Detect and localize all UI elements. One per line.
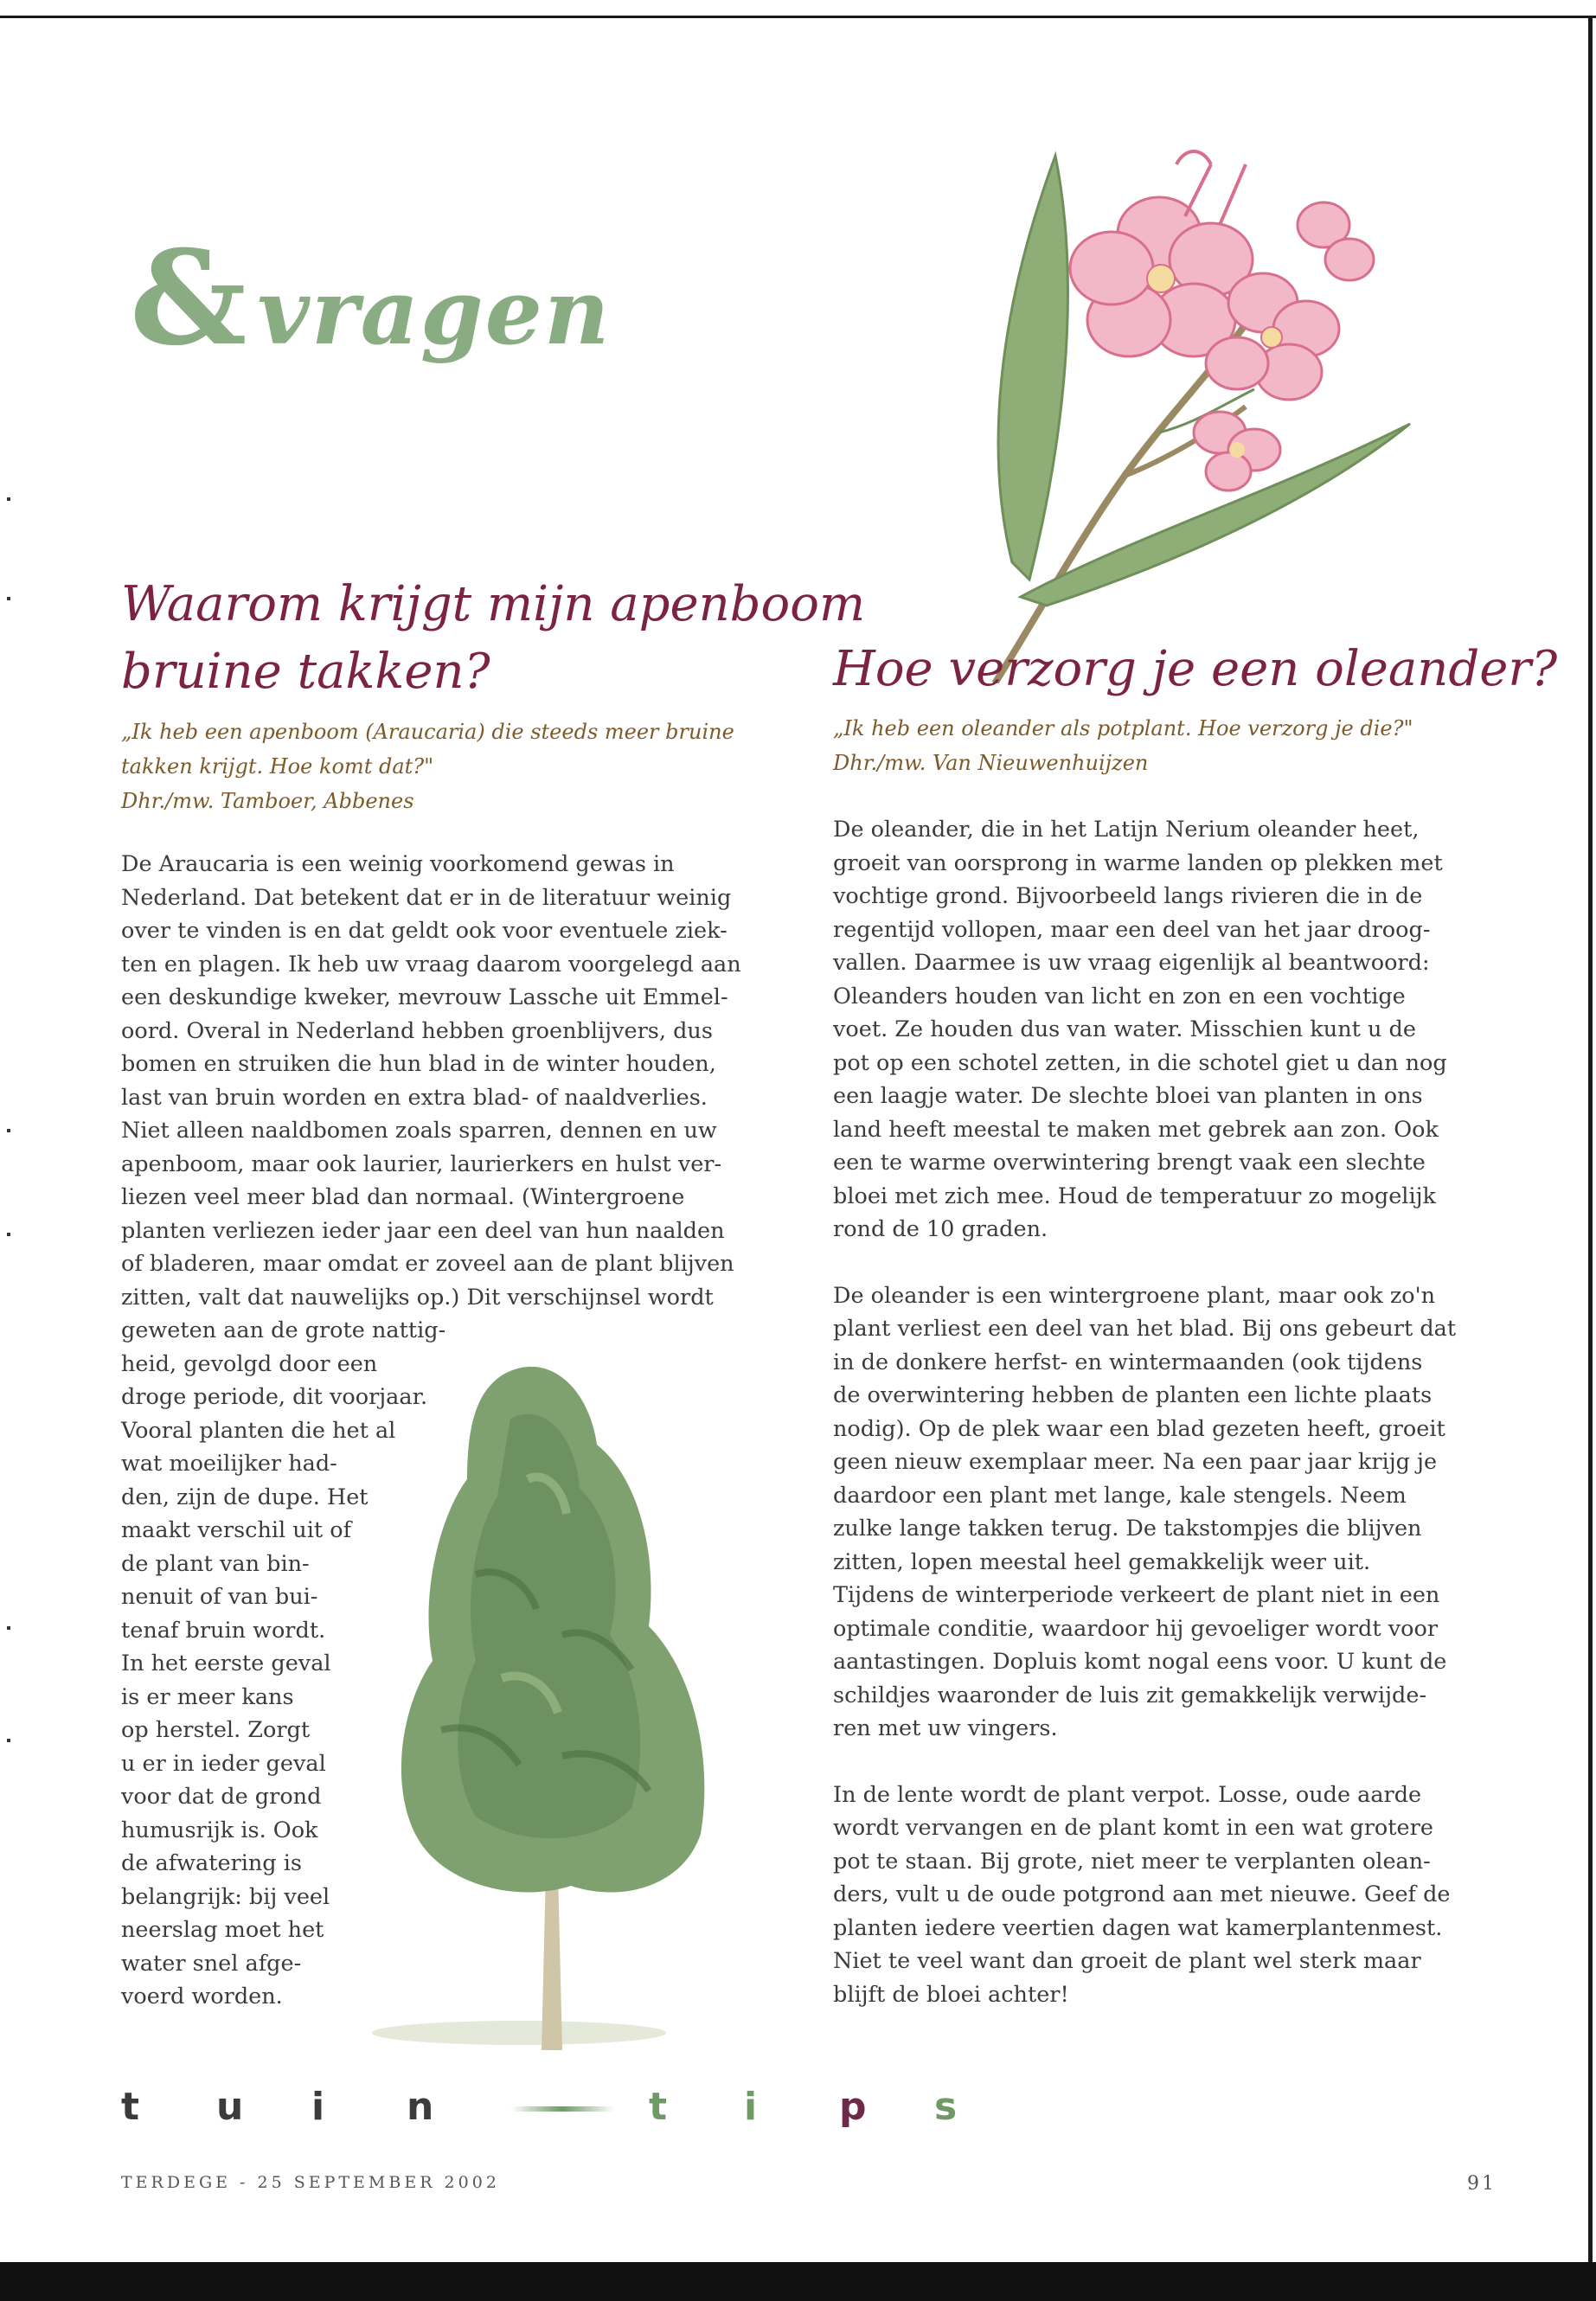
body-line: liezen veel meer blad dan normaal. (Wintergroene [121, 1184, 685, 1210]
tips-letter: p [839, 2085, 867, 2129]
body-line: nodig). Op de plek waar een blad gezeten heeft, groeit [833, 1415, 1445, 1442]
tips-letter: i [744, 2085, 758, 2129]
body-line: In de lente wordt de plant verpot. Losse, oude aarde [833, 1781, 1422, 1808]
paragraph [833, 1779, 1499, 2012]
body-line: ren met uw vingers. [833, 1715, 1058, 1741]
tips-letter: s [934, 2085, 958, 2129]
body-line: zitten, lopen meestal heel gemakkelijk weer uit. [833, 1548, 1371, 1575]
left-signature: Dhr./mw. Tamboer, Abbenes [121, 789, 414, 813]
body-line: last van bruin worden en extra blad- of naaldverlies. [121, 1084, 708, 1111]
body-line: droge periode, dit voorjaar. [121, 1384, 428, 1410]
body-line: den, zijn de dupe. Het [121, 1484, 369, 1510]
body-line: pot te staan. Bij grote, niet meer te verplanten olean- [833, 1848, 1431, 1875]
paragraph [833, 813, 1499, 1247]
right-question-title: Hoe verzorg je een oleander? [833, 641, 1558, 697]
body-line: blijft de bloei achter! [833, 1981, 1069, 2008]
oleander-flower-illustration [960, 130, 1427, 683]
body-line: planten verliezen ieder jaar een deel van hun naalden [121, 1217, 725, 1244]
left-title-line: Waarom krijgt mijn apenboom [121, 576, 866, 632]
right-question-block [833, 711, 1413, 780]
body-line: land heeft meestal te maken met gebrek aan zon. Ook [833, 1116, 1439, 1143]
body-line: u er in ieder geval [121, 1750, 326, 1777]
margin-mark [7, 1739, 10, 1742]
body-line: een laagje water. De slechte bloei van planten in ons [833, 1083, 1423, 1109]
body-line: daardoor een plant met lange, kale stengels. Neem [833, 1482, 1407, 1509]
body-line: vochtige grond. Bijvoorbeeld langs rivieren die in de [833, 883, 1423, 909]
body-line: humusrijk is. Ook [121, 1817, 318, 1843]
body-line: wat moeilijker had- [121, 1451, 337, 1477]
body-line: voet. Ze houden dus van water. Misschien kunt u de [833, 1016, 1416, 1042]
body-line: Tijdens de winterperiode verkeert de plant niet in een [833, 1582, 1440, 1608]
body-line: regentijd vollopen, maar een deel van het jaar droog- [833, 916, 1431, 943]
body-line: De oleander is een wintergroene plant, maar ook zo'n [833, 1282, 1436, 1309]
body-line: Nederland. Dat betekent dat er in de literatuur weinig [121, 884, 732, 911]
body-line: voerd worden. [121, 1984, 283, 2009]
margin-mark [7, 497, 10, 501]
body-line: op herstel. Zorgt [121, 1717, 311, 1743]
body-line: een te warme overwintering brengt vaak een slechte [833, 1150, 1426, 1176]
body-line: rond de 10 graden. [833, 1216, 1048, 1242]
page-border-top [0, 16, 1596, 18]
margin-mark [7, 1626, 10, 1630]
body-line: De Araucaria is een weinig voorkomend gewas in [121, 851, 675, 877]
body-line: ders, vult u de oude potgrond aan met nieuwe. Geef de [833, 1881, 1451, 1907]
body-line: optimale conditie, waardoor hij gevoeliger wordt voor [833, 1615, 1439, 1642]
body-line: aantastingen. Dopluis komt nogal eens voor. U kunt de [833, 1649, 1447, 1675]
body-line: wordt vervangen en de plant komt in een wat grotere [833, 1815, 1433, 1841]
left-question-line: takken krijgt. Hoe komt dat?" [121, 754, 434, 779]
body-line: Vooral planten die het al [121, 1417, 396, 1444]
body-line: heid, gevolgd door een [121, 1350, 378, 1377]
tuin-letter: t [121, 2085, 140, 2129]
body-line: geen nieuw exemplaar meer. Na een paar jaar krijg je [833, 1449, 1438, 1475]
body-line: maakt verschil uit of [121, 1517, 352, 1543]
body-line: pot op een schotel zetten, in die schotel giet u dan nog [833, 1049, 1447, 1076]
right-article-body [833, 813, 1499, 2044]
body-line: nenuit of van bui- [121, 1584, 318, 1610]
paragraph [833, 1279, 1499, 1746]
body-line: planten iedere veertien dagen wat kamerplantenmest. [833, 1914, 1443, 1941]
brush-divider [510, 2106, 614, 2112]
body-line: zulke lange takken terug. De takstompjes die blijven [833, 1516, 1422, 1541]
body-line: Oleanders houden van licht en zon en een vochtige [833, 983, 1406, 1009]
right-question-line: „Ik heb een oleander als potplant. Hoe verzorg je die?" [833, 716, 1413, 740]
body-line: oord. Overal in Nederland hebben groenblijvers, dus [121, 1017, 713, 1044]
body-line: Niet te veel want dan groeit de plant wel sterk maar [833, 1948, 1421, 1974]
left-narrow-column [121, 1314, 446, 2014]
publication-footer: TERDEGE - 25 SEPTEMBER 2002 [121, 2173, 500, 2192]
page-border-right [1588, 16, 1593, 2301]
body-line: De oleander, die in het Latijn Nerium oleander heet, [833, 817, 1420, 843]
body-line: vallen. Daarmee is uw vraag eigenlijk al beantwoord: [833, 950, 1430, 976]
page-heading [130, 222, 612, 375]
body-line: tenaf bruin wordt. [121, 1617, 326, 1644]
body-line: de plant van bin- [121, 1550, 310, 1577]
left-question-title [121, 571, 865, 706]
tips-letter: t [649, 2085, 668, 2129]
body-line: is er meer kans [121, 1683, 294, 1710]
tuin-letter: u [216, 2085, 244, 2129]
page-number: 91 [1467, 2173, 1497, 2195]
apenboom-tree-illustration [372, 1349, 735, 2050]
section-marker-tuin-tips [121, 2085, 1029, 2145]
right-signature: Dhr./mw. Van Nieuwenhuijzen [833, 751, 1149, 775]
body-line: in de donkere herfst- en wintermaanden (ook tijdens [833, 1349, 1423, 1375]
body-line: Niet alleen naaldbomen zoals sparren, dennen en uw [121, 1118, 717, 1144]
tuin-letter: i [311, 2085, 325, 2129]
margin-mark [7, 1129, 10, 1132]
body-line: geweten aan de grote nattig- [121, 1317, 446, 1343]
body-line: belangrijk: bij veel [121, 1883, 330, 1910]
body-line: over te vinden is en dat geldt ook voor eventuele ziek- [121, 918, 727, 944]
body-line: een deskundige kweker, mevrouw Lassche uit Emmel- [121, 984, 728, 1010]
body-line: water snel afge- [121, 1950, 302, 1977]
body-line: bomen en struiken die hun blad in de winter houden, [121, 1051, 716, 1077]
page-border-bottom [0, 2262, 1596, 2301]
body-line: zitten, valt dat nauwelijks op.) Dit verschijnsel wordt [121, 1284, 714, 1311]
body-line: plant verliest een deel van het blad. Bij ons gebeurt dat [833, 1316, 1457, 1342]
heading-word: vragen [257, 259, 612, 365]
body-line: de overwintering hebben de planten een lichte plaats [833, 1382, 1433, 1408]
margin-mark [7, 1233, 10, 1236]
left-question-block [121, 715, 734, 818]
body-line: In het eerste geval [121, 1650, 331, 1676]
body-line: ten en plagen. Ik heb uw vraag daarom voorgelegd aan [121, 951, 741, 977]
body-line: de afwatering is [121, 1850, 302, 1876]
margin-mark [7, 597, 10, 600]
left-question-line: „Ik heb een apenboom (Araucaria) die steeds meer bruine [121, 720, 734, 744]
body-line: voor dat de grond [121, 1784, 322, 1810]
body-line: of bladeren, maar omdat er zoveel aan de plant blijven [121, 1251, 734, 1277]
body-line: bloei met zich mee. Houd de temperatuur zo mogelijk [833, 1183, 1436, 1209]
body-line: groeit van oorsprong in warme landen op plekken met [833, 849, 1443, 876]
tuin-letter: n [407, 2085, 434, 2129]
left-title-line: bruine takken? [121, 644, 490, 700]
body-line: apenboom, maar ook laurier, laurierkers en hulst ver- [121, 1150, 722, 1177]
body-line: neerslag moet het [121, 1917, 324, 1943]
ampersand: & [130, 222, 247, 375]
body-line: schildjes waaronder de luis zit gemakkelijk verwijde- [833, 1682, 1427, 1708]
